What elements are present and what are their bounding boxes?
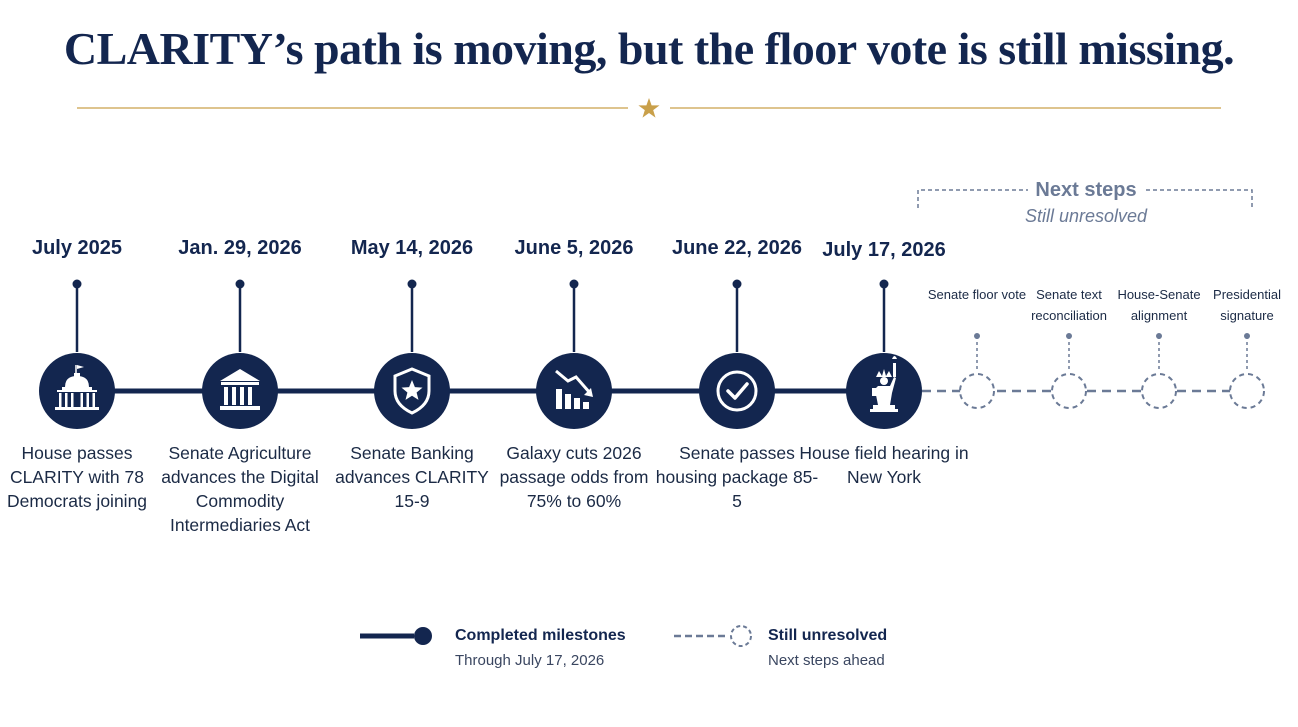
milestone-marker [202,280,278,430]
next-step-label: Senate text reconciliation [1031,287,1107,323]
title-divider [77,98,1221,118]
milestone-date: July 2025 [31,237,123,259]
step-node [1230,374,1264,408]
milestone-date: July 17, 2026 [822,239,946,261]
next-step-marker [960,333,994,408]
milestone-marker [374,280,450,430]
legend-unresolved-mark [674,626,751,646]
legend-completed-mark [360,627,432,645]
milestone-description: House passes CLARITY with 78 Democrats joining [6,443,148,511]
milestone-marker [39,280,115,430]
next-step-label: Presidential signature [1213,287,1281,323]
legend-unresolved-subtitle: Next steps ahead [768,652,885,669]
milestone-date: Jan. 29, 2026 [178,237,302,259]
page-title: CLARITY’s path is moving, but the floor vote is still missing. [63,23,1235,74]
next-steps-title: Next steps [1035,179,1137,201]
star-icon [638,98,659,118]
next-step-marker [1052,333,1086,408]
step-node [960,374,994,408]
milestone-description: Galaxy cuts 2026 passage odds from 75% to 60% [499,443,649,511]
milestone-description: House field hearing in New York [799,443,969,487]
next-step-marker [1142,333,1176,408]
legend-completed-title: Completed milestones [455,627,626,644]
next-step-label: House-Senate alignment [1117,287,1201,323]
step-node [1142,374,1176,408]
milestone-date: May 14, 2026 [350,237,474,259]
next-step-marker [1230,333,1264,408]
legend-unresolved-title: Still unresolved [768,627,888,644]
milestone-date: June 22, 2026 [671,237,803,259]
legend-completed-subtitle: Through July 17, 2026 [455,652,605,669]
milestone-description: Senate passes housing package 85-5 [655,443,819,511]
step-node [1052,374,1086,408]
milestone-node [699,353,775,429]
milestone-description: Senate Agriculture advances the Digital Commodity Intermediaries Act [161,443,319,535]
milestone-description: Senate Banking advances CLARITY 15-9 [335,443,489,511]
next-step-label: Senate floor vote [927,287,1027,302]
milestone-node [536,353,612,429]
milestone-marker [536,280,612,430]
milestone-marker [699,280,775,430]
milestone-marker [846,280,922,430]
milestone-date: June 5, 2026 [514,237,634,259]
next-steps-subtitle: Still unresolved [1024,206,1148,226]
